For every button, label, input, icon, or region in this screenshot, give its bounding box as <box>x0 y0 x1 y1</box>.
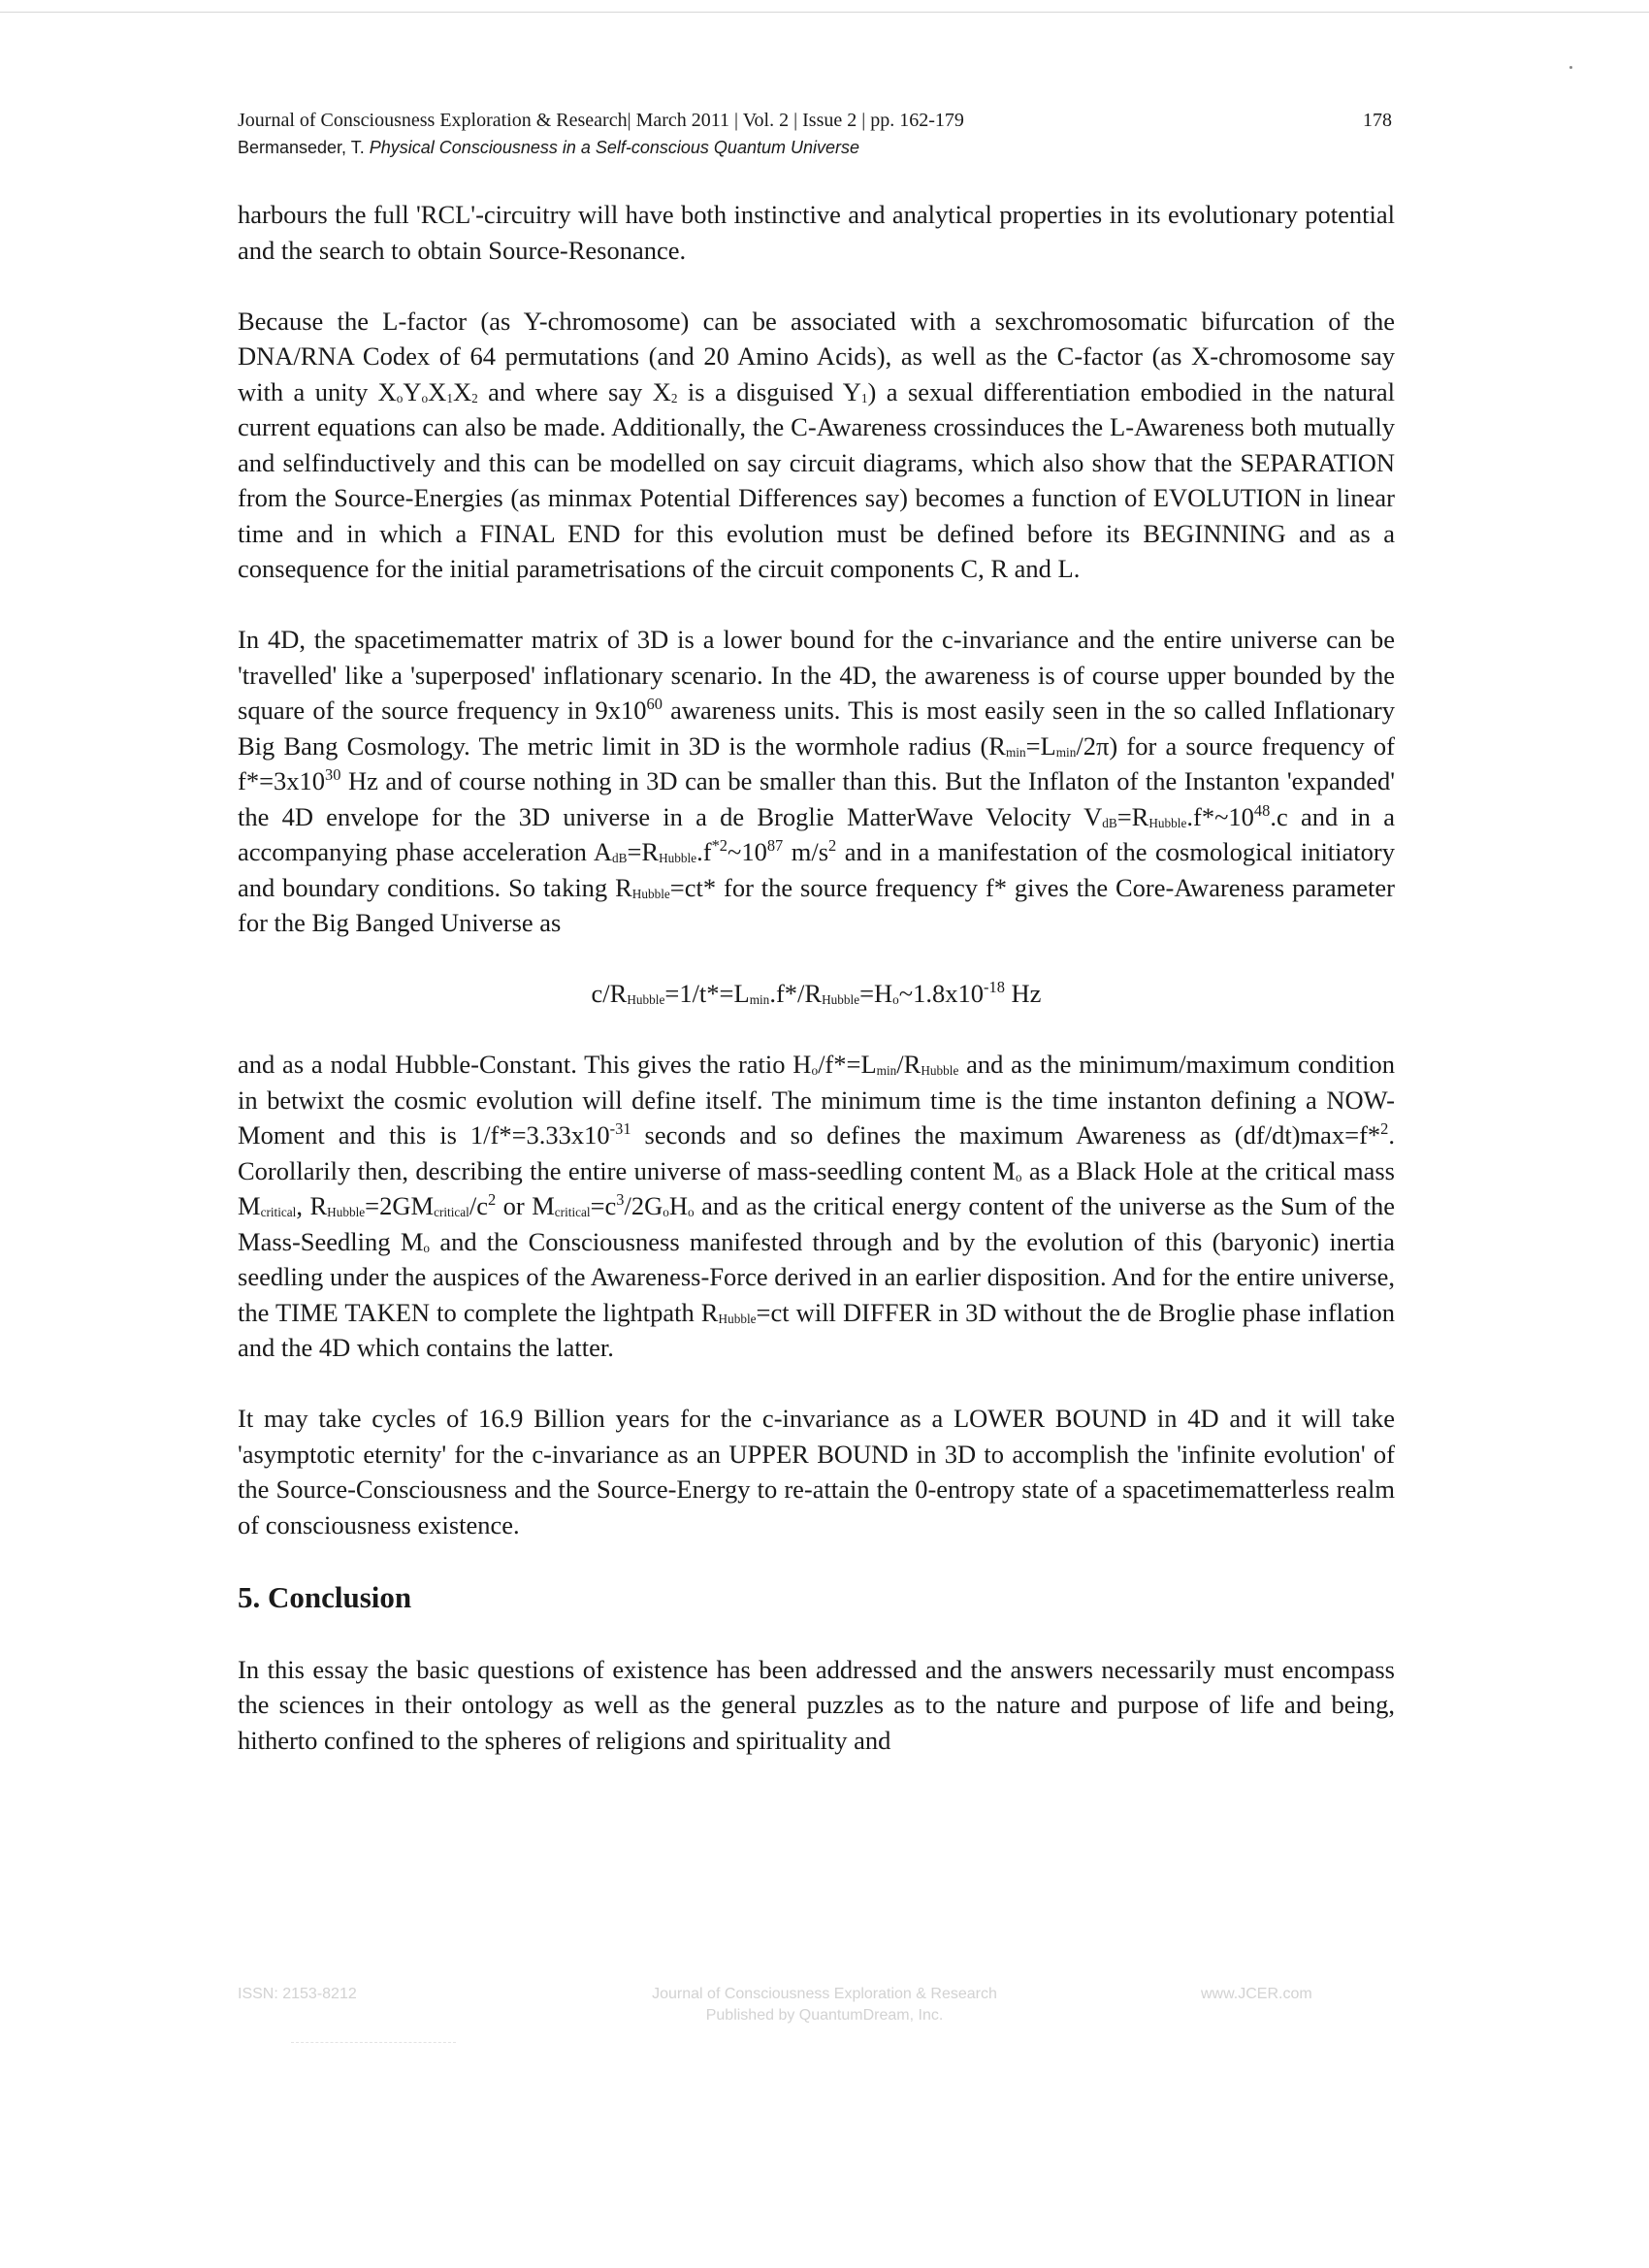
section-heading-conclusion <box>238 1578 1395 1617</box>
footer-center <box>0 1984 1649 2026</box>
running-header <box>238 107 1392 161</box>
footer-issn: ISSN: 2153-8212 <box>238 1986 357 2002</box>
scan-speck <box>1569 66 1572 69</box>
paragraph-3: In 4D, the spacetimematter matrix of 3D is a lower bound for the c-invariance and the entire universe can be 'travelled' like a 'superposed' inflationary scenario. In the 4D, the awareness is of course upper bounded by the square of the source frequency in $9x10^{60}$ awareness units. This is most easily seen in the so called Inflationary Big Bang Cosmology. The metric limit in 3D is the wormhole radius $(R_{min}=L_{min}/2\pi)$ for a source frequency of $f*=3x10^{30}$ Hz and of course nothing in 3D can be smaller than this. But the Inflaton of the Instanton 'expanded' the 4D envelope for the 3D universe in a de Broglie MatterWave Velocity $V_{dB}=R_{Hubble}.f*\sim 10^{48}.c$ and in a accompanying phase acceleration $A_{dB}=R_{Hubble}.f^{*2}\sim 10^{87}$ $m/s^2$ and in a manifestation of the cosmological initiatory and boundary conditions. So taking $R_{Hubble}=ct*$ for the source frequency f* gives the Core-Awareness parameter for the Big Banged Universe as <box>238 625 1396 937</box>
paragraph-6: In this essay the basic questions of existence has been addressed and the answers necessarily must encompass the sciences in their ontology as well as the general puzzles as to the nature and purpose of life and being, hitherto confined to the spheres of religions and spirituality and <box>238 1654 1395 1755</box>
footer-journal-name: Journal of Consciousness Exploration & Research <box>652 1986 997 2002</box>
section-number: 5. <box>238 1579 261 1614</box>
scan-top-edge <box>0 12 1649 13</box>
paragraph-4: and as a nodal Hubble-Constant. This gives the ratio $H_o/f*=L_{min}/R_{Hubble}$ and as the minimum/maximum condition in betwixt the cosmic evolution will define itself. The minimum time is the time instanton defining a NOW-Moment and this is $1/f*=3.33x10^{-31}$ seconds and so defines the maximum Awareness as (df/dt)max=f*$^2$. Corollarily then, describing the entire universe of mass-seedling content $M_o$ as a Black Hole at the critical mass $M_{critical}$, $R_{Hubble}=2GM_{critical}/c^2$ or $M_{critical}=c^3/2G_oH_o$ and as the critical energy content of the universe as the Sum of the Mass-Seedling $M_o$ and the Consciousness manifested through and by the evolution of this (baryonic) inertia seedling under the auspices of the Awareness-Force derived in an earlier disposition. And for the entire universe, the TIME TAKEN to complete the lightpath $R_{Hubble}=ct$ will DIFFER in 3D without the de Broglie phase inflation and the 4D which contains the latter. <box>238 1050 1396 1362</box>
page-number: 178 <box>1363 110 1392 131</box>
scan-artifact <box>291 2042 456 2062</box>
author-name: Bermanseder, T. <box>238 138 365 157</box>
paragraph-5: It may take cycles of 16.9 Billion years for the c-invariance as a LOWER BOUND in 4D and it will take 'asymptotic eternity' for the c-invariance as an UPPER BOUND in 3D to accomplish the 'infinite evolution' of the Source-Consciousness and the Source-Energy to re-attain the 0-entropy state of a spacetimematterless realm of consciousness existence. <box>238 1404 1395 1539</box>
article-byline <box>238 134 1392 161</box>
footer-publisher: Published by QuantumDream, Inc. <box>705 2007 944 2024</box>
paragraph-1: harbours the full 'RCL'-circuitry will have both instinctive and analytical properties in its evolutionary potential and the search to obtain Source-Resonance. <box>238 200 1395 265</box>
equation-hubble-constant: $c/R_{Hubble}=1/t*=L_{min}.f*/R_{Hubble}=H_o\sim 1.8x10^{-18}$ Hz <box>591 978 1042 1008</box>
paragraph-2: Because the L-factor (as Y-chromosome) can be associated with a sexchromosomatic bifurcation of the DNA/RNA Codex of 64 permutations (and 20 Amino Acids), as well as the C-factor (as X-chromosome say with a unity $X_oY_oX_1X_2$ and where say $X_2$ is a disguised $Y_1$) a sexual differentiation embodied in the natural current equations can also be made. Additionally, the C-Awareness crossinduces the L-Awareness both mutually and selfinductively and this can be modelled on say circuit diagrams, which also show that the SEPARATION from the Source-Energies (as minmax Potential Differences say) becomes a function of EVOLUTION in linear time and in which a FINAL END for this evolution must be defined before its BEGINNING and as a consequence for the initial parametrisations of the circuit components C, R and L. <box>238 306 1395 583</box>
section-title: Conclusion <box>268 1579 412 1614</box>
footer-website: www.JCER.com <box>1201 1986 1312 2002</box>
article-title: Physical Consciousness in a Self-conscious Quantum Universe <box>369 138 859 157</box>
article-body <box>238 197 1395 1758</box>
journal-citation: Journal of Consciousness Exploration & Research| March 2011 | Vol. 2 | Issue 2 | pp. 162-179 <box>238 110 964 131</box>
